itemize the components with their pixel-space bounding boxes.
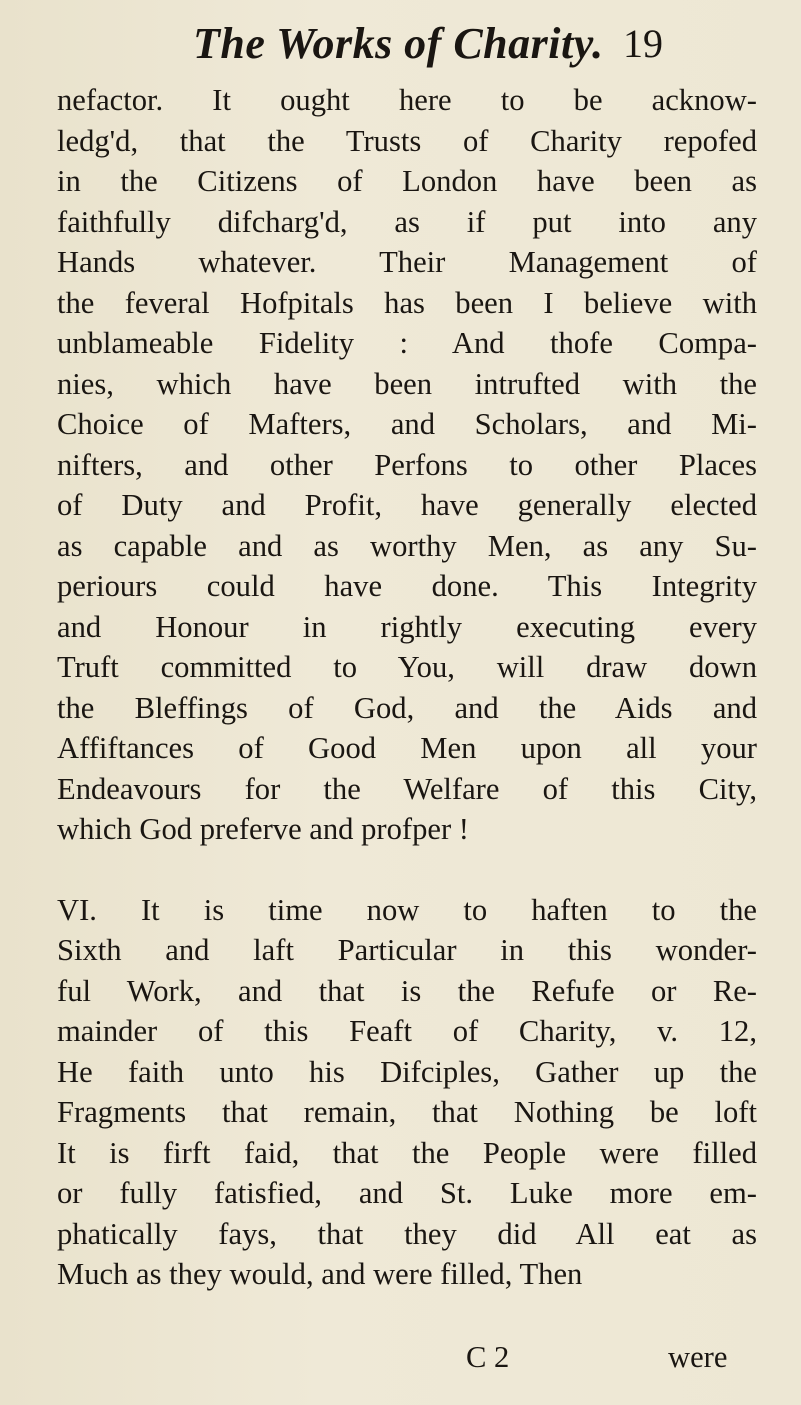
text-line: ful Work, and that is the Refufe or Re- [57,973,757,1008]
paragraph-1 [57,80,757,850]
paragraph-gap [57,850,757,890]
text-line: faithfully difcharg'd, as if put into any [57,204,757,239]
text-line: Fragments that remain, that Nothing be loft [57,1095,757,1129]
text-line: Affiftances of Good Men upon all your [57,731,757,765]
text-line: or fully fatisfied, and St. Luke more em- [57,1176,757,1210]
text-line: Truft committed to You, will draw down [57,650,757,684]
text-line: Much as they would, and were filled, Then [57,1257,583,1291]
body-text [57,80,757,1295]
text-line: the feveral Hofpitals has been I believe with [57,285,757,320]
catchword: were [668,1340,728,1374]
text-line: nefactor. It ought here to be acknow- [57,83,757,117]
text-line: of Duty and Profit, have generally elected [57,488,757,522]
text-line: in the Citizens of London have been as [57,164,757,198]
text-line: periours could have done. This Integrity [57,569,757,603]
text-line: Endeavours for the Welfare of this City, [57,771,757,806]
text-line: It is firft faid, that the People were filled [57,1135,757,1170]
text-line: and Honour in rightly executing every [57,609,757,644]
text-line: nies, which have been intrufted with the [57,366,757,401]
text-line: the Bleffings of God, and the Aids and [57,690,757,725]
text-line: VI. It is time now to haften to the [57,892,757,927]
text-line: Hands whatever. Their Management of [57,245,757,279]
paragraph-2 [57,890,757,1295]
page-number: 19 [623,21,663,66]
text-line: nifters, and other Perfons to other Places [57,447,757,482]
text-line: as capable and as worthy Men, as any Su- [57,528,757,563]
signature-mark: C 2 [466,1340,510,1374]
running-title: The Works of Charity. [193,19,604,68]
text-line: phatically fays, that they did All eat as [57,1216,757,1251]
text-line: which God preferve and profper ! [57,812,469,846]
text-line: ledg'd, that the Trusts of Charity repofed [57,123,757,158]
text-line: unblameable Fidelity : And thofe Compa- [57,326,757,360]
text-line: He faith unto his Difciples, Gather up the [57,1054,757,1089]
text-line: Sixth and laft Particular in this wonder- [57,933,757,967]
page-header [0,18,801,74]
page-footer [0,1340,801,1390]
text-line: Choice of Mafters, and Scholars, and Mi- [57,407,757,441]
text-line: mainder of this Feaft of Charity, v. 12, [57,1014,757,1048]
